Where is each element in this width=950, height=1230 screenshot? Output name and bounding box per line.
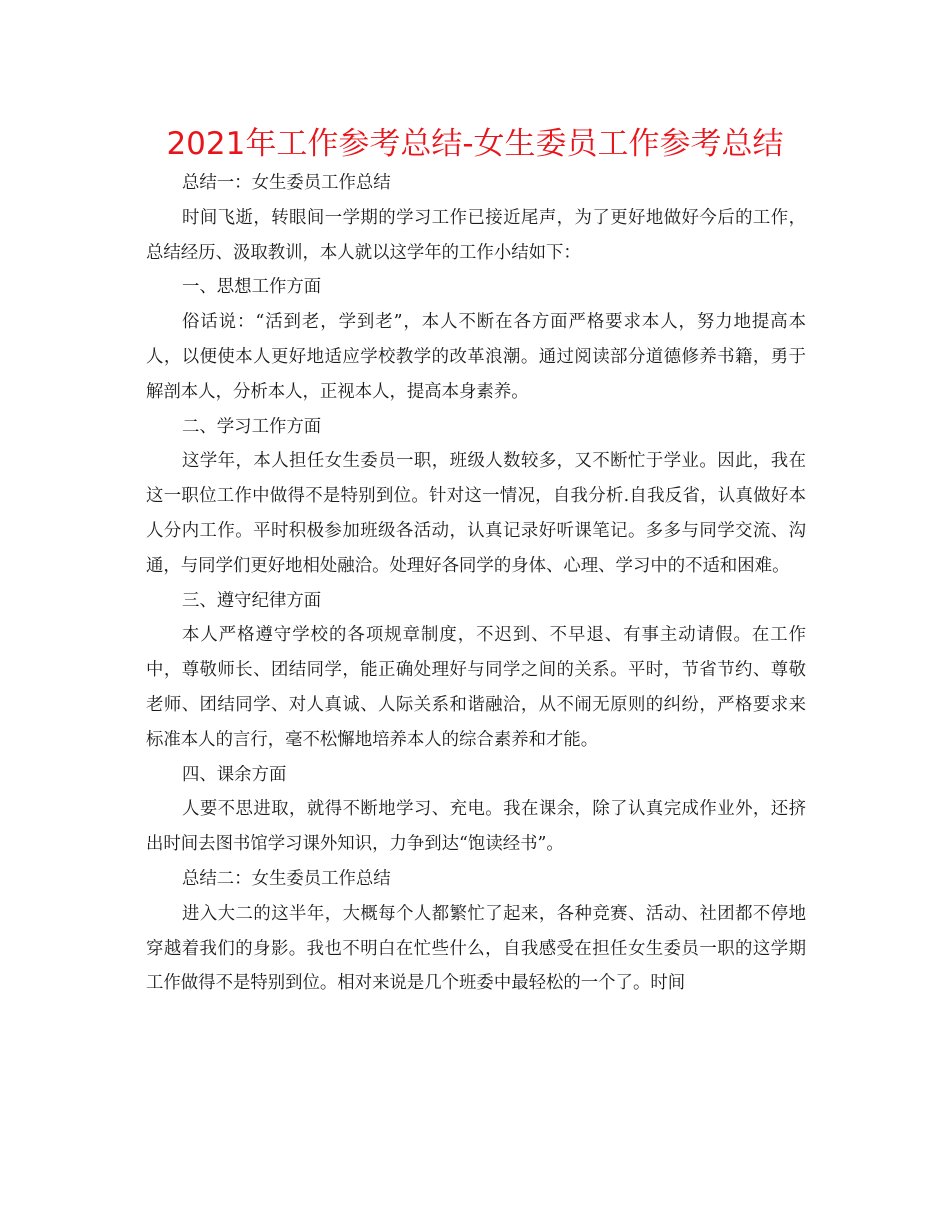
section-heading-discipline: 三、遵守纪律方面	[182, 590, 322, 611]
document-body	[146, 166, 806, 1001]
section-heading-summary-two: 总结二：女生委员工作总结	[182, 868, 391, 889]
section-heading-study: 二、学习工作方面	[182, 416, 322, 437]
paragraph-extracurricular: 人要不思进取，就得不断地学习、充电。我在课余，除了认真完成作业外，还挤出时间去图书馆学习课外知识，力争到达“饱读经书”。	[146, 799, 806, 855]
paragraph-study: 这学年，本人担任女生委员一职，班级人数较多，又不断忙于学业。因此，我在这一职位工作中做得不是特别到位。针对这一情况，自我分析.自我反省，认真做好本人分内工作。平时积极参加班级各活动，认真记录好听课笔记。多多与同学交流、沟通，与同学们更好地相处融洽。处理好各同学的身体、心理、学习中的不适和困难。	[146, 451, 806, 576]
paragraph-discipline: 本人严格遵守学校的各项规章制度，不迟到、不早退、有事主动请假。在工作中，尊敬师长、团结同学，能正确处理好与同学之间的关系。平时，节省节约、尊敬老师、团结同学、对人真诚、人际关系和谐融洽，从不闹无原则的纠纷，严格要求来标准本人的言行，毫不松懈地培养本人的综合素养和才能。	[146, 625, 806, 750]
section-heading-extracurricular: 四、课余方面	[182, 764, 287, 785]
paragraph-intro: 时间飞逝，转眼间一学期的学习工作已接近尾声，为了更好地做好今后的工作，总结经历、汲取教训，本人就以这学年的工作小结如下：	[146, 207, 806, 263]
paragraph-thought: 俗话说：“活到老，学到老”，本人不断在各方面严格要求本人，努力地提高本人，以便使本人更好地适应学校教学的改革浪潮。通过阅读部分道德修养书籍，勇于解剖本人，分析本人，正视本人，提高本身素养。	[146, 312, 806, 402]
section-heading-thought: 一、思想工作方面	[182, 277, 322, 298]
paragraph-summary-two: 进入大二的这半年，大概每个人都繁忙了起来，各种竞赛、活动、社团都不停地穿越着我们的身影。我也不明白在忙些什么，自我感受在担任女生委员一职的这学期工作做得不是特别到位。相对来说是几个班委中最轻松的一个了。时间	[146, 903, 806, 994]
section-heading-summary-one: 总结一：女生委员工作总结	[182, 173, 391, 193]
document-title: 2021年工作参考总结-女生委员工作参考总结	[166, 126, 784, 162]
